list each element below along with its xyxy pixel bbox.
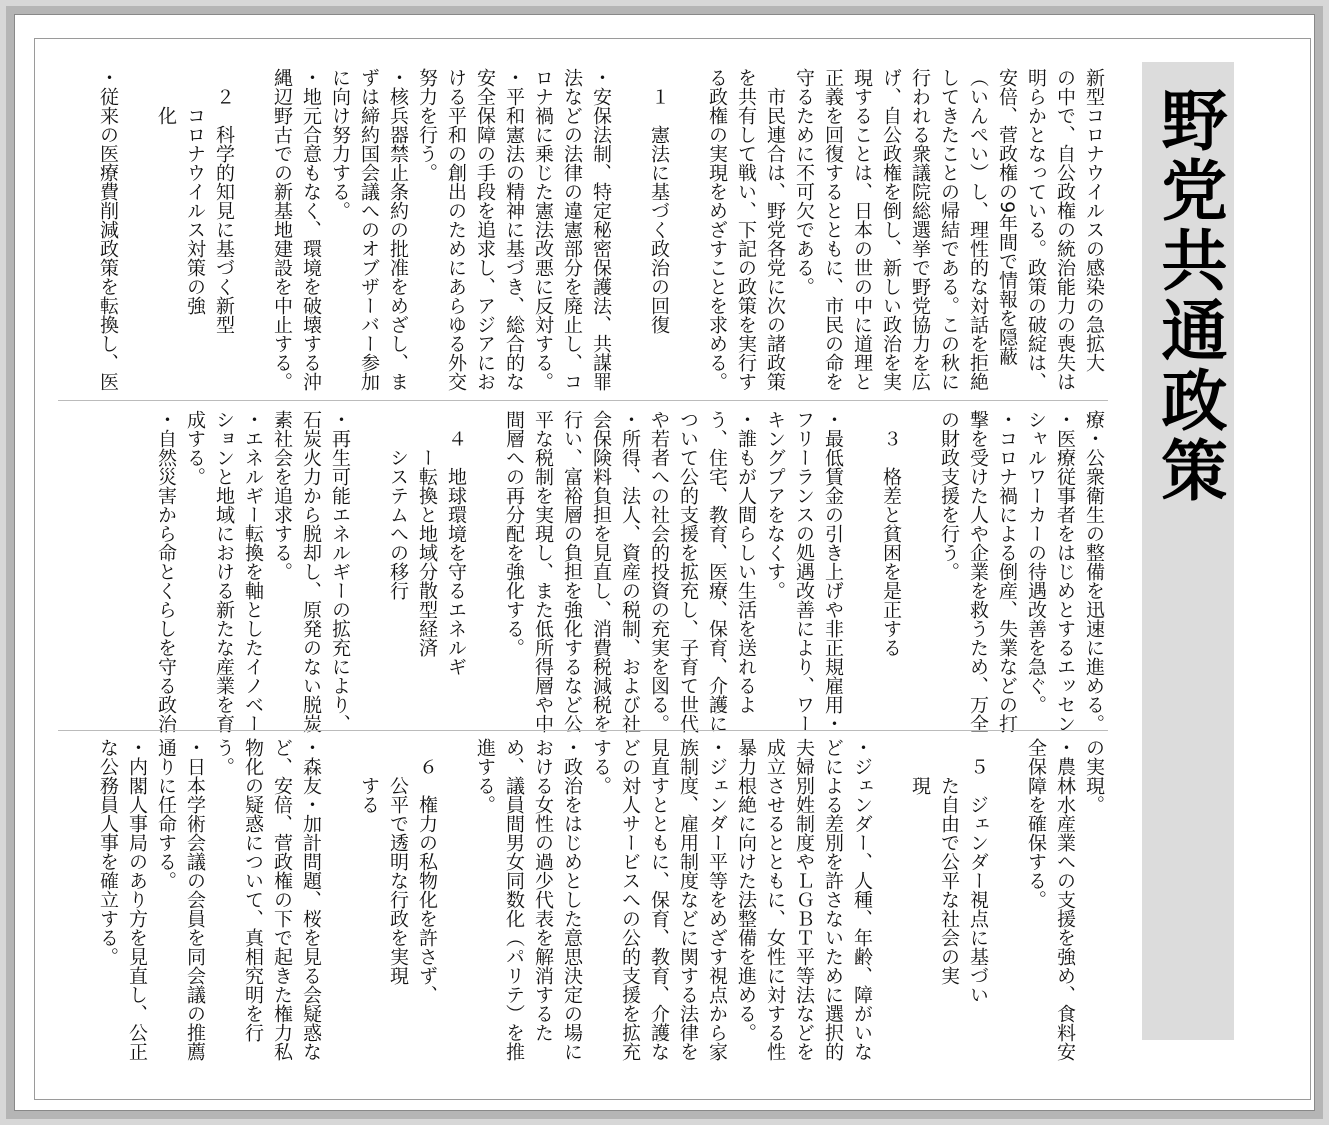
text-block-middle: 療・公衆衛生の整備を迅速に進める。 ・医療従事者をはじめとするエッセン シャルワーカーの待遇改善を急ぐ。 ・コロナ禍による倒産、失業などの打 撃を受けた人や企業を救うため、万全 の財政支援を行う。 ３ 格差と貧困を是正する ・最低賃金の引き上げや非正規雇用・ フリーランスの処遇改善により、ワー キングプアをなくす。 ・誰もが人間らしい生活を送れるよ う、住宅、教育、医療、保育、介護に ついて公的支援を拡充し、子育て世代 や若者への社会的投資の充実を図る。 ・所得、法人、資産の税制、および社 会保険料負担を見直し、消費税減税を 行い、富裕層の負担を強化するなど公 平な税制を実現し、また低所得層や中 間層への再分配を強化する。 ４ 地球環境を守るエネルギ ー転換と地域分散型経済 システムへの移行 ・再生可能エネルギーの拡充により、 石炭火力から脱却し、原発のない脱炭 素社会を追求する。 ・エネルギー転換を軸としたイノベー ションと地域における新たな産業を育 成する。 ・自然災害から命とくらしを守る政治: [155, 410, 1105, 733]
page-title: 野党共通政策: [1150, 86, 1227, 506]
block-divider: [58, 400, 1108, 401]
block-divider: [58, 730, 1108, 731]
text-block-bottom: の実現。 ・農林水産業への支援を強め、食料安 全保障を確保する。 ５ ジェンダー視点に基づい た自由で公平な社会の実 現 ・ジェンダー、人種、年齢、障がいな どによる差別を許さないために選択的 夫婦別姓制度やＬＧＢＴ平等法などを 成立させるとともに、女性に対する性 暴力根絶に向けた法整備を進める。 ・ジェンダー平等をめざす視点から家 族制度、雇用制度などに関する法律を 見直すとともに、保育、教育、介護な どの対人サービスへの公的支援を拡充 する。 ・政治をはじめとした意思決定の場に おける女性の過少代表を解消するた め、議員間男女同数化（パリテ）を推 進する。 ６ 権力の私物化を許さず、 公平で透明な行政を実現 する ・森友・加計問題、桜を見る会疑惑な ど、安倍、菅政権の下で起きた権力私 物化の疑惑について、真相究明を行 う。 ・日本学術会議の会員を同会議の推薦 通りに任命する。 ・内閣人事局のあり方を見直し、公正 な公務員人事を確立する。: [97, 738, 1105, 1061]
text-block-top: 新型コロナウイルスの感染の急拡大 の中で、自公政権の統治能力の喪失は 明らかとなっている。政策の破綻は、 安倍、菅政権の9年間で情報を隠蔽 （いんぺい）し、理性的な対話を拒絶 してきたことの帰結である。この秋に 行われる衆議院総選挙で野党協力を広 げ、自公政権を倒し、新しい政治を実 現することは、日本の世の中に道理と 正義を回復するとともに、市民の命を 守るために不可欠である。 市民連合は、野党各党に次の諸政策 を共有して戦い、下記の政策を実行す る政権の実現をめざすことを求める。 １ 憲法に基づく政治の回復 ・安保法制、特定秘密保護法、共謀罪 法などの法律の違憲部分を廃止し、コ ロナ禍に乗じた憲法改悪に反対する。 ・平和憲法の精神に基づき、総合的な 安全保障の手段を追求し、アジアにお ける平和の創出のためにあらゆる外交 努力を行う。 ・核兵器禁止条約の批准をめざし、ま ずは締約国会議へのオブザーバー参加 に向け努力する。 ・地元合意もなく、環境を破壊する沖 縄辺野古での新基地建設を中止する。 ２ 科学的知見に基づく新型 コロナウイルス対策の強 化 ・従来の医療費削減政策を転換し、医: [97, 68, 1105, 391]
